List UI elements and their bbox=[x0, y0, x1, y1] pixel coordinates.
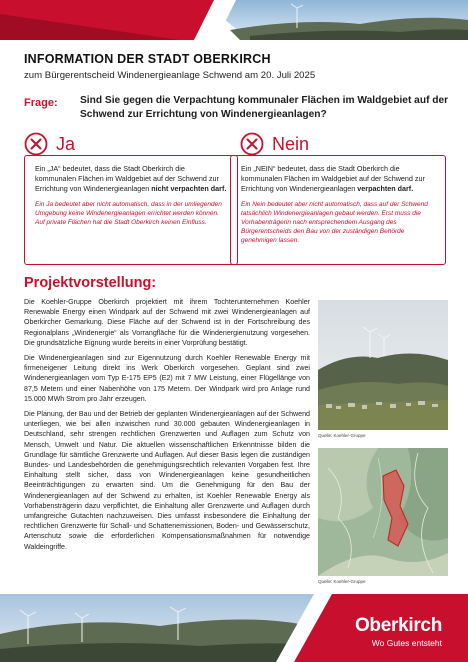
paragraph: Die Planung, der Bau und der Betrieb der geplanten Windenergieanlagen auf der Schwend unterliegen, wie bei allen inzwischen rund 30.000 gebauten Windenergieanlagen in Deutschland, sehr strengen rechtlichen Grenzwerten und Auflagen zum Schutz von Mensch, Umwelt und Natur. Die aktuellen wissenschaftlichen Erkenntnisse bilden die Grundlage für sämtliche Grenzwerte und Auflagen. Auf dieser Basis legen die zuständigen Bundes- und Landesbehörden die genehmigungsrechtlich relevanten Vorgaben fest. Ihre Einhaltung stellt sicher, dass von Windenergieanlagen keine gesundheitlichen Beeinträchtigungen zu erwarten sind. Um die Genehmigung für den Bau der Windenergieanlagen auf der Schwend zu erhalten, ist Koehler Renewable Energy als Vorhabensträgerin dazu verpflichtet, die Einhaltung aller Grenzwerte und Auflagen durch umfangreiche Gutachten nachzuweisen. Dies umfasst insbesondere die Einhaltung der rechtlichen Grenzwerte für Schall- und Schattenemissionen, Boden- und Gewässerschutz, Artenschutz sowie die erforderlichen Kompensationsmaßnahmen für notwendige Waldeingriffe. bbox=[24, 410, 310, 551]
page-title: INFORMATION DER STADT OBERKIRCH bbox=[24, 52, 271, 66]
option-nein-text bbox=[241, 164, 435, 194]
option-ja-note: Ein Ja bedeutet aber nicht automatisch, dass in der umliegenden Umgebung keine Windenergieanlagen errichtet werden können. Auf private Flächen hat die Stadt Oberkirch keinen Einfluss. bbox=[35, 201, 222, 227]
option-ja-header bbox=[24, 132, 75, 156]
logo-claim: Wo Gutes entsteht bbox=[371, 638, 442, 648]
option-nein-text-start: Ein „NEIN“ bedeutet, dass die Stadt Oberkirch die kommunalen Flächen im Waldgebiet auf der Schwend zur Errichtung von Windenergieanlagen bbox=[241, 164, 425, 194]
oberkirch-logo bbox=[355, 615, 442, 648]
option-nein-text-bold: verpachten darf. bbox=[357, 184, 414, 194]
option-nein-note: Ein Nein bedeutet aber nicht automatisch, dass auf der Schwend tatsächlich Windenergieanlagen gebaut werden. Erst muss die Vorhabenträgerin nach entsprechendem Ausgang des Bürgerentscheids den Bau von der zuständigen Behörde genehmigen lassen. bbox=[241, 201, 428, 245]
option-nein-box bbox=[230, 155, 446, 265]
option-nein-label: Nein bbox=[272, 133, 310, 154]
option-ja-label: Ja bbox=[56, 133, 76, 154]
question-text: Sind Sie gegen die Verpachtung kommunaler Flächen im Waldgebiet auf der Schwend zur Errichtung von Windenergieanlagen? bbox=[80, 95, 449, 120]
option-ja-box bbox=[24, 155, 238, 265]
option-ja-text-start: Ein „JA“ bedeutet, dass die Stadt Oberkirch die kommunalen Flächen im Waldgebiet auf der Schwend zur Errichtung von Windenergieanlagen bbox=[35, 164, 219, 194]
option-ja-text-bold: nicht verpachten darf. bbox=[151, 184, 227, 194]
visualization-photo bbox=[318, 300, 448, 430]
x-circle-icon bbox=[240, 132, 264, 156]
option-ja-text bbox=[35, 164, 227, 194]
project-description bbox=[24, 297, 310, 557]
header-banner bbox=[0, 0, 468, 40]
page-subtitle: zum Bürgerentscheid Windenergieanlage Schwend am 20. Juli 2025 bbox=[24, 70, 316, 81]
site-map bbox=[318, 448, 448, 576]
option-nein-header bbox=[240, 132, 309, 156]
map-caption: Quelle: Koehler-Gruppe bbox=[318, 579, 366, 584]
photo-caption: Quelle: Koehler-Gruppe bbox=[318, 433, 366, 438]
logo-name: Oberkirch bbox=[354, 615, 442, 636]
x-circle-icon bbox=[24, 132, 48, 156]
question-label: Frage: bbox=[24, 97, 58, 109]
paragraph: Die Koehler-Gruppe Oberkirch projektiert mit ihrem Tochterunternehmen Koehler Renewable Energy einen Windpark auf der Schwend mit zwei Windenergieanlagen auf Oberkircher Gemarkung. Diese Fläche auf der Schwend ist in der Fortschreibung des Regionalplans „Windenergie“ als Vorrangfläche für die Windenergienutzung vorgesehen. Die grundsätzliche Eignung wurde bereits in einer Vorprüfung bestätigt. bbox=[24, 298, 310, 347]
paragraph: Die Windenergieanlagen sind zur Eigennutzung durch Koehler Renewable Energy mit firmeneigener Leitung direkt ins Werk Oberkirch vorgesehen. Geplant sind zwei Windenergieanlagen vom Typ E-175 EP5 (E2) mit 7 MW Leistung, einer Flügellänge von 87,5 Metern und einer Nabenhöhe von 175 Metern. Der Windpark wird pro Anlage rund 15.000 MWh Strom pro Jahr erzeugen. bbox=[24, 354, 310, 403]
section-heading: Projektvorstellung: bbox=[24, 275, 157, 291]
